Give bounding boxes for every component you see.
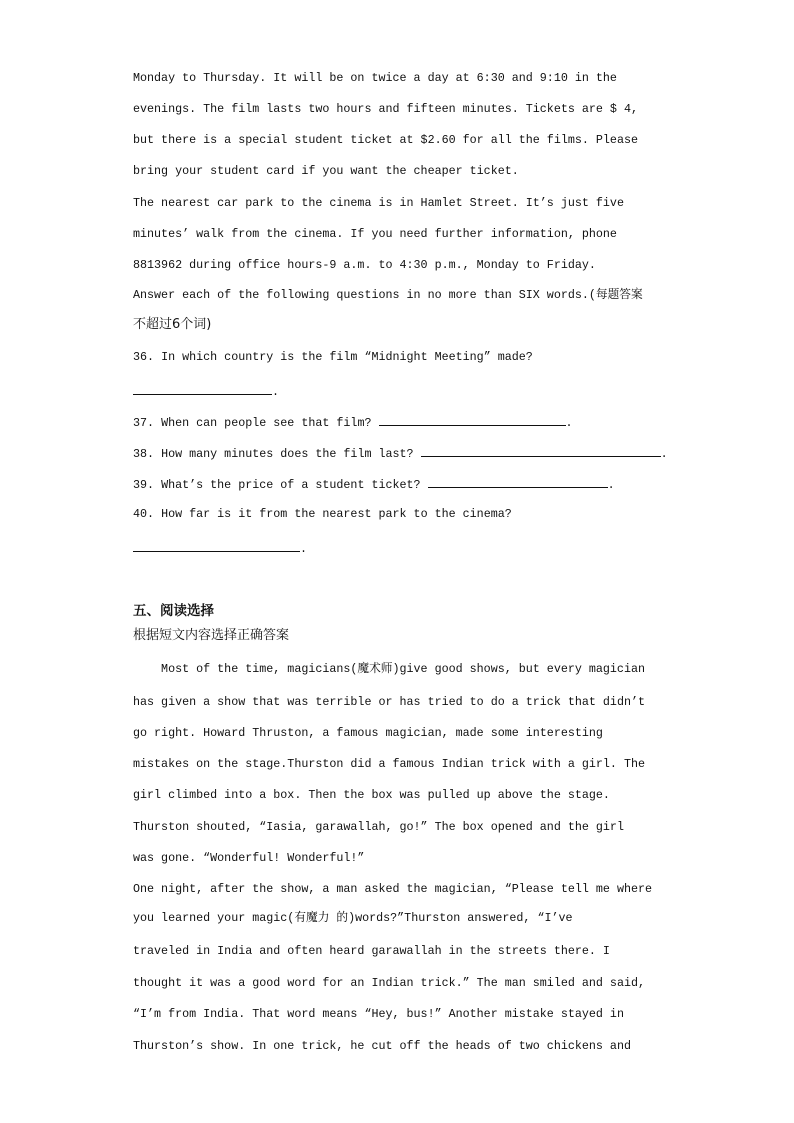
passage-line: has given a show that was terrible or has tried to do a trick that didn’t	[133, 695, 645, 709]
passage-line: 8813962 during office hours-9 a.m. to 4:30 p.m., Monday to Friday.	[133, 258, 596, 272]
answer-blank[interactable]	[133, 538, 300, 552]
question-text: In which country is the film “Midnight Meeting” made?	[161, 350, 533, 364]
question-39: 39. What’s the price of a student ticket? .	[133, 474, 615, 493]
passage-line: 不超过6个词)	[133, 317, 212, 332]
passage-line: evenings. The film lasts two hours and fifteen minutes. Tickets are $ 4,	[133, 102, 638, 116]
question-text: When can people see that film?	[161, 416, 372, 430]
passage-line: mistakes on the stage.Thurston did a famous Indian trick with a girl. The	[133, 757, 645, 771]
passage-line: minutes’ walk from the cinema. If you need further information, phone	[133, 227, 617, 241]
question-40	[133, 506, 512, 522]
section-instruction: 根据短文内容选择正确答案	[133, 628, 290, 643]
passage-line: thought it was a good word for an Indian trick.” The man smiled and said,	[133, 976, 645, 990]
answer-blank[interactable]	[421, 443, 661, 457]
passage-line: traveled in India and often heard garawallah in the streets there. I	[133, 944, 610, 958]
passage-line: go right. Howard Thruston, a famous magician, made some interesting	[133, 726, 603, 740]
question-text: How many minutes does the film last?	[161, 447, 414, 461]
answer-blank[interactable]	[428, 474, 608, 488]
passage-line: Thurston shouted, “Iasia, garawallah, go!” The box opened and the girl	[133, 820, 624, 834]
passage-line: Answer each of the following questions in no more than SIX words.(每题答案	[133, 288, 643, 302]
question-number: 36.	[133, 350, 155, 364]
question-38: 38. How many minutes does the film last? .	[133, 443, 668, 462]
passage-line: girl climbed into a box. Then the box was pulled up above the stage.	[133, 788, 610, 802]
question-number: 40.	[133, 507, 155, 521]
answer-line: .	[133, 381, 279, 400]
passage-line: Monday to Thursday. It will be on twice a day at 6:30 and 9:10 in the	[133, 71, 617, 85]
question-number: 39.	[133, 478, 155, 492]
passage-line: Thurston’s show. In one trick, he cut off the heads of two chickens and	[133, 1039, 631, 1053]
passage-line: you learned your magic(有魔力 的)words?”Thurston answered, “I’ve	[133, 911, 573, 925]
answer-blank[interactable]	[133, 381, 272, 395]
passage-line: but there is a special student ticket at $2.60 for all the films. Please	[133, 133, 638, 147]
question-number: 37.	[133, 416, 155, 430]
question-text: How far is it from the nearest park to the cinema?	[161, 507, 512, 521]
passage-line: One night, after the show, a man asked the magician, “Please tell me where	[133, 882, 653, 896]
passage-line: “I’m from India. That word means “Hey, bus!” Another mistake stayed in	[133, 1007, 624, 1021]
question-37: 37. When can people see that film? .	[133, 412, 573, 431]
question-36	[133, 349, 533, 365]
answer-line: .	[133, 538, 307, 557]
question-number: 38.	[133, 447, 155, 461]
passage-line: was gone. “Wonderful! Wonderful!”	[133, 851, 365, 865]
answer-blank[interactable]	[379, 412, 566, 426]
passage-line: Most of the time, magicians(魔术师)give good shows, but every magician	[133, 662, 645, 676]
question-text: What’s the price of a student ticket?	[161, 478, 421, 492]
section-heading: 五、阅读选择	[133, 603, 214, 619]
passage-line: bring your student card if you want the cheaper ticket.	[133, 164, 519, 178]
passage-line: The nearest car park to the cinema is in Hamlet Street. It’s just five	[133, 196, 624, 210]
